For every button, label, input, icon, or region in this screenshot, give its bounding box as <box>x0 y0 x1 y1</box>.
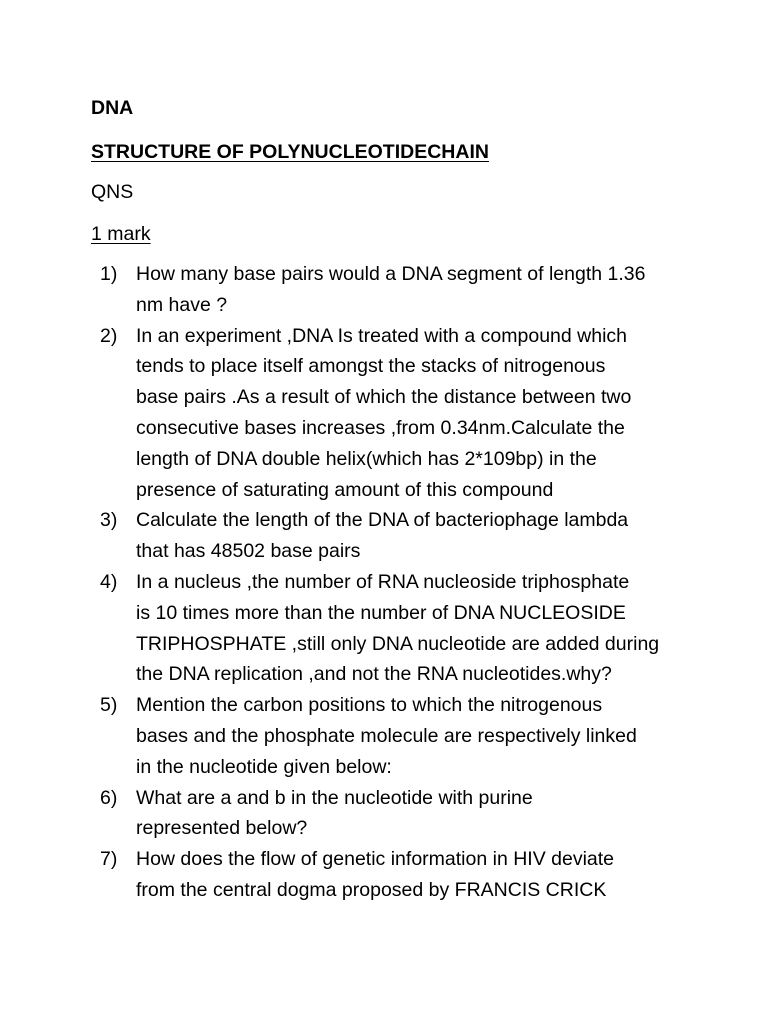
question-text <box>136 259 696 321</box>
question-line: In an experiment ,DNA Is treated with a compound which <box>136 324 628 347</box>
question-line: represented below? <box>136 817 308 840</box>
question-text <box>136 505 696 567</box>
question-number: 2) <box>100 324 118 347</box>
question-line: How many base pairs would a DNA segment of length 1.36 <box>136 263 646 285</box>
question-line: from the central dogma proposed by FRANCIS CRICK <box>136 878 607 901</box>
question-item <box>0 690 768 782</box>
question-line: presence of saturating amount of this compound <box>136 478 554 501</box>
question-line: bases and the phosphate molecule are respectively linked <box>136 724 637 747</box>
question-line: that has 48502 base pairs <box>136 540 361 563</box>
question-list <box>0 259 768 906</box>
question-line: Calculate the length of the DNA of bacteriophage lambda <box>136 509 629 532</box>
question-line: length of DNA double helix(which has 2*109bp) in the <box>136 447 597 470</box>
question-number: 4) <box>100 570 118 593</box>
question-line: base pairs .As a result of which the distance between two <box>136 386 632 409</box>
question-line: nm have ? <box>136 293 228 316</box>
question-text <box>136 783 696 845</box>
question-line: consecutive bases increases ,from 0.34nm.Calculate the <box>136 416 625 439</box>
question-line: the DNA replication ,and not the RNA nucleotides.why? <box>136 663 612 686</box>
question-text <box>136 321 696 506</box>
question-text <box>136 567 696 690</box>
question-line: in the nucleotide given below: <box>136 755 392 778</box>
page-title: DNA <box>91 97 134 119</box>
question-text <box>136 844 696 906</box>
section-heading: STRUCTURE OF POLYNUCLEOTIDECHAIN <box>91 141 489 163</box>
question-line: tends to place itself amongst the stacks of nitrogenous <box>136 355 606 378</box>
question-item <box>0 783 768 845</box>
question-line: How does the flow of genetic information in HIV deviate <box>136 848 615 871</box>
question-line: is 10 times more than the number of DNA NUCLEOSIDE <box>136 601 626 624</box>
question-line: TRIPHOSPHATE ,still only DNA nucleotide are added during <box>136 632 660 655</box>
question-number: 5) <box>100 694 118 717</box>
question-item <box>0 567 768 690</box>
question-line: Mention the carbon positions to which the nitrogenous <box>136 694 603 717</box>
questions-label: QNS <box>91 181 134 203</box>
question-item <box>0 505 768 567</box>
question-number: 3) <box>100 509 118 532</box>
question-line: In a nucleus ,the number of RNA nucleoside triphosphate <box>136 570 630 593</box>
question-number: 6) <box>100 786 118 809</box>
question-item <box>0 844 768 906</box>
question-item <box>0 259 768 321</box>
question-item <box>0 321 768 506</box>
question-number: 1) <box>100 263 118 285</box>
marks-label: 1 mark <box>91 223 151 245</box>
question-line: What are a and b in the nucleotide with purine <box>136 786 533 809</box>
question-text <box>136 690 696 782</box>
question-number: 7) <box>100 848 118 871</box>
